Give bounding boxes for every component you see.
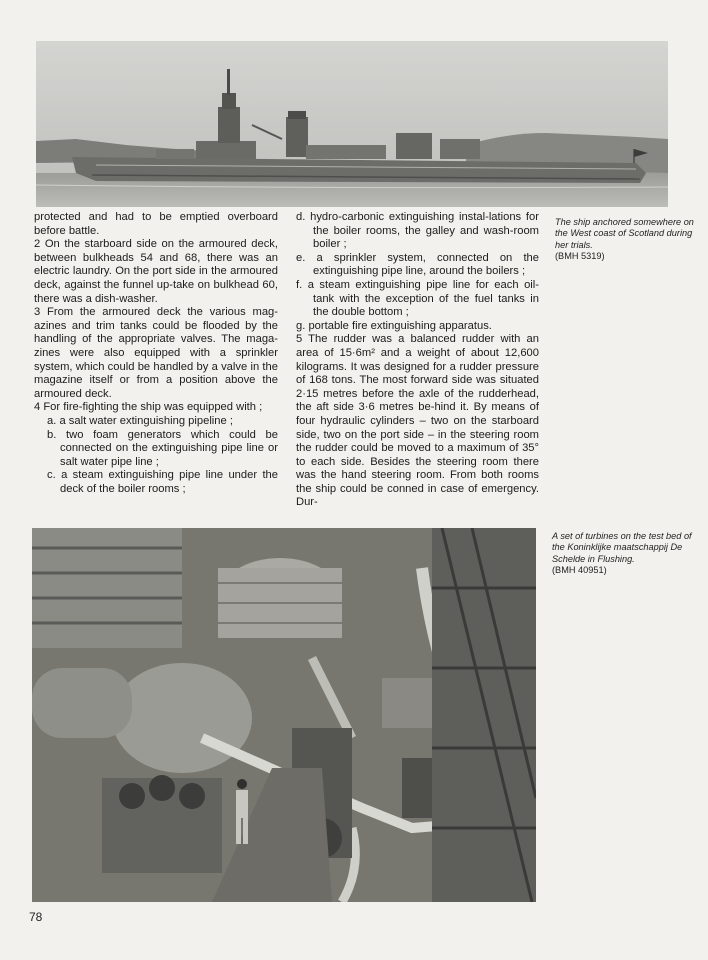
caption-turbines-text: A set of turbines on the test bed of the Koninklijke maatschappij De Schelde in Flushing.	[552, 531, 692, 564]
turbines-photo	[32, 528, 536, 902]
caption-warship-ref: (BMH 5319)	[555, 251, 605, 262]
list-item-g: g. portable fire extinguishing apparatus.	[296, 319, 492, 332]
list-item-e: e. a sprinkler system, connected on the extinguishing pipe line, around the boilers ;	[296, 251, 539, 278]
page-number: 78	[29, 910, 43, 924]
list-item-d: d. hydro-carbonic extinguishing instal-lations for the boiler rooms, the galley and wash-room boiler ;	[296, 211, 539, 251]
caption-warship	[555, 217, 695, 263]
list-item-b: b. two foam generators which could be connected on the extinguishing pipe line or salt water pipe line ;	[47, 428, 278, 468]
warship-photo	[36, 41, 668, 207]
paragraph-4: 4 For fire-fighting the ship was equipped with ;	[34, 401, 263, 414]
list-item-f: f. a steam extinguishing pipe line for each oil-tank with the exception of the fuel tanks in the double bottom ;	[296, 278, 539, 319]
caption-turbines	[552, 531, 696, 577]
turbines-illustration	[32, 528, 536, 902]
paragraph-continuation: protected and had to be emptied overboard before battle.	[34, 211, 278, 237]
list-item-c: c. a steam extinguishing pipe line under the deck of the boiler rooms ;	[47, 469, 278, 495]
paragraph-2: 2 On the starboard side on the armoured deck, between bulkheads 54 and 68, there was an electric laundry. On the port side in the armoured deck, against the funnel up-take on bulkhead 60, there was a dish-washer.	[34, 238, 278, 305]
warship-illustration	[36, 41, 668, 207]
paragraph-3: 3 From the armoured deck the various mag-azines and trim tanks could be flooded by the handling of the appropriate valves. The maga-zines were also equipped with a sprinkler system, which could be handled by a valve in the magazine itself or from a position above the armoured deck.	[34, 306, 278, 400]
caption-warship-text: The ship anchored somewhere on the West coast of Scotland during her trials.	[555, 217, 694, 250]
list-item-a: a. a salt water extinguishing pipeline ;	[47, 414, 233, 427]
text-column-middle	[296, 211, 539, 510]
paragraph-5: 5 The rudder was a balanced rudder with an area of 15·6m² and a weight of about 12,600 kilograms. It was designed for a rudder pressure of 168 tons. The most forward side was situated 2·15 metres before the axle of the rudderhead, the aft side 3·6 metres be-hind it. By means of four hydraulic cylinders – two on the starboard side, two on the port side – in the steering room the rudder could be moved to a maximum of 35° to each side. Besides the steering room there was the hand steering room. From both rooms the ship could be conned in case of emergency. Dur-	[296, 333, 539, 509]
text-column-left	[34, 211, 278, 496]
caption-turbines-ref: (BMH 40951)	[552, 565, 607, 576]
